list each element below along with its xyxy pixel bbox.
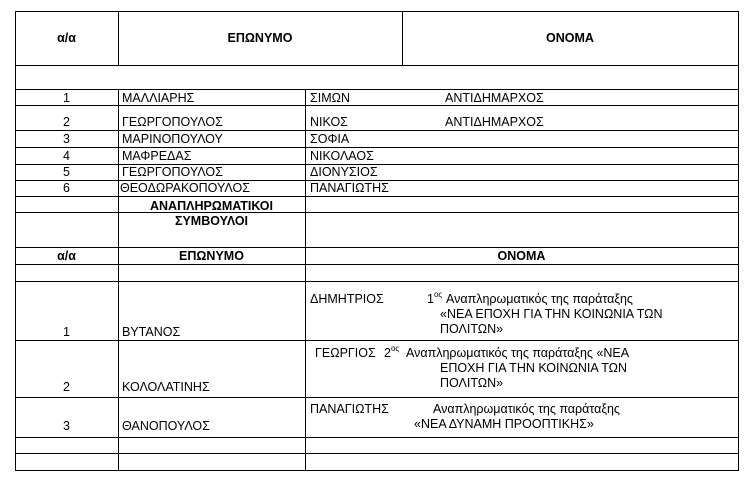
alt-description: «ΝΕΑ ΔΥΝΑΜΗ ΠΡΟΟΠΤΙΚΗΣ» (414, 417, 594, 431)
row-number: 6 (63, 181, 70, 195)
alt-description: Αναπληρωματικός της παράταξης (446, 292, 633, 306)
table-border-left (15, 11, 16, 471)
alt-description: ΕΠΟΧΗ ΓΙΑ ΤΗΝ ΚΟΙΝΩΝΙΑ ΤΩΝ (440, 361, 628, 375)
row-number: 5 (63, 165, 70, 179)
alt-description: ΠΟΛΙΤΩΝ» (440, 322, 504, 336)
row-surname: ΒΥΤΑΝΟΣ (122, 325, 181, 339)
row-surname: ΜΑΦΡΕΔΑΣ (122, 149, 192, 163)
row-name: ΣΙΜΩΝ (310, 91, 350, 105)
row-surname: ΚΟΛΟΛΑΤΙΝΗΣ (122, 380, 210, 394)
table-rule (15, 89, 738, 90)
row-role: ΑΝΤΙΔΗΜΑΡΧΟΣ (445, 115, 544, 129)
alt-first-name: ΔΗΜΗΤΡΙΟΣ (310, 292, 384, 306)
table-rule (15, 147, 738, 148)
row-surname: ΘΕΟΔΩΡΑΚΟΠΟΥΛΟΣ (120, 181, 250, 195)
row-name: ΠΑΝΑΓΙΩΤΗΣ (310, 181, 389, 195)
table-border-top (15, 11, 738, 12)
alt-description: «ΝΕΑ ΕΠΟΧΗ ΓΙΑ ΤΗΝ ΚΟΙΝΩΝΙΑ ΤΩΝ (440, 307, 663, 321)
row-number: 2 (63, 380, 70, 394)
table-rule (15, 247, 738, 248)
table-rule (15, 196, 738, 197)
table-rule (15, 264, 738, 265)
row-surname: ΓΕΩΡΓΟΠΟΥΛΟΣ (122, 165, 223, 179)
alt-header-name: ΟΝΟΜΑ (497, 249, 546, 263)
row-surname: ΜΑΛΛΙΑΡΗΣ (122, 91, 195, 105)
alt-ordinal: $1^{o\varsigma}$ (427, 290, 443, 306)
row-number: 2 (63, 115, 70, 129)
alt-ordinal: $2^{o\varsigma}$ (384, 344, 400, 360)
row-name: ΔΙΟΝΥΣΙΟΣ (310, 165, 378, 179)
alt-header-surname: ΕΠΩΝΥΜΟ (179, 249, 244, 263)
column-divider (305, 89, 306, 471)
alt-description: Αναπληρωματικός της παράταξης «ΝΕΑ (406, 346, 630, 360)
row-surname: ΓΕΩΡΓΟΠΟΥΛΟΣ (122, 115, 223, 129)
row-name: ΣΟΦΙΑ (310, 132, 350, 146)
table-rule (15, 437, 738, 438)
table-rule (15, 65, 738, 66)
column-divider (118, 89, 119, 471)
table-rule (15, 397, 738, 398)
row-surname: ΘΑΝΟΠΟΥΛΟΣ (122, 419, 210, 433)
table-rule (15, 281, 738, 282)
header-name: ΟΝΟΜΑ (546, 31, 594, 45)
alternates-title: ΣΥΜΒΟΥΛΟΙ (174, 214, 249, 228)
row-surname: ΜΑΡΙΝΟΠΟΥΛΟΥ (122, 132, 223, 146)
alt-first-name: ΠΑΝΑΓΙΩΤΗΣ (310, 402, 389, 416)
table-rule (15, 130, 738, 131)
alt-first-name: ΓΕΩΡΓΙΟΣ (315, 346, 376, 360)
row-number: 1 (63, 91, 70, 105)
alt-description: Αναπληρωματικός της παράταξης (433, 402, 620, 416)
row-role: ΑΝΤΙΔΗΜΑΡΧΟΣ (445, 91, 544, 105)
table-border-right (738, 11, 739, 471)
row-number: 4 (63, 149, 70, 163)
row-number: 3 (63, 132, 70, 146)
table-border-bottom (15, 470, 738, 471)
row-name: ΝΙΚΟΣ (310, 115, 348, 129)
header-aa: α/α (57, 31, 76, 45)
alt-description: ΠΟΛΙΤΩΝ» (440, 376, 504, 390)
alternates-title: ΑΝΑΠΛΗΡΩΜΑΤΙΚΟΙ (150, 199, 273, 213)
row-number: 1 (63, 325, 70, 339)
table-rule (15, 453, 738, 454)
header-surname: ΕΠΩΝΥΜΟ (227, 31, 293, 45)
alt-header-aa: α/α (57, 249, 76, 263)
table-rule (15, 340, 738, 341)
row-name: ΝΙΚΟΛΑΟΣ (310, 149, 374, 163)
row-number: 3 (63, 419, 70, 433)
